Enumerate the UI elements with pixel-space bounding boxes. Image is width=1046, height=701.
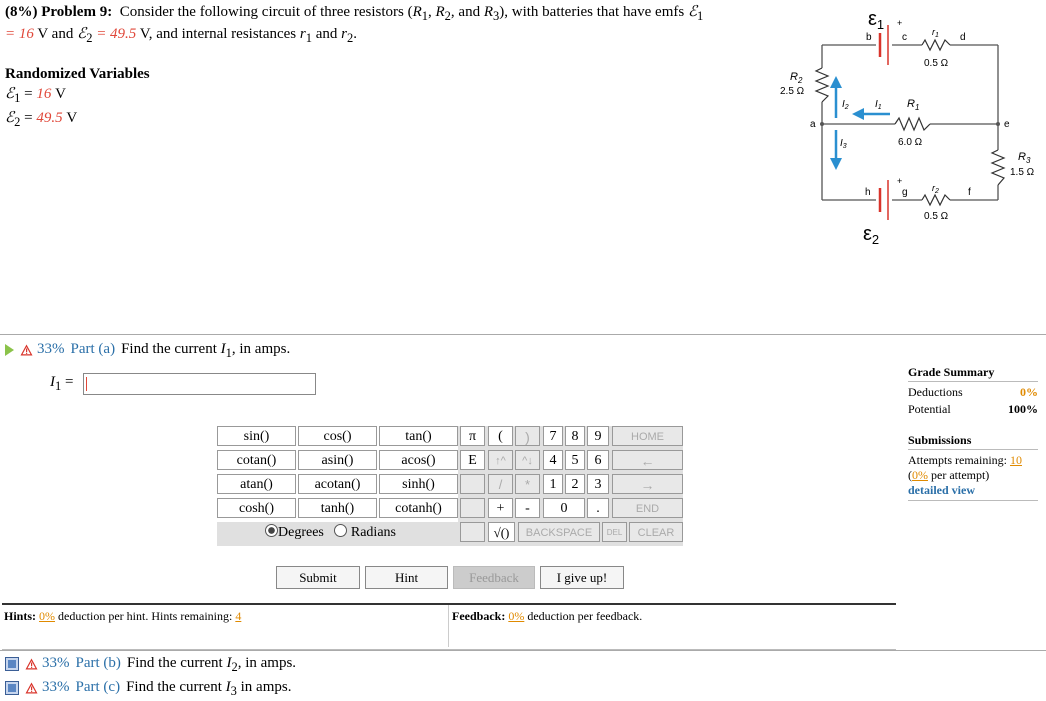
key-lparen[interactable]: ( — [488, 426, 513, 446]
deductions-value: 0% — [1020, 385, 1038, 399]
answer-label — [50, 374, 73, 394]
submissions-title: Submissions — [908, 433, 972, 447]
key-acotan[interactable]: acotan() — [298, 474, 377, 494]
node-c: c — [902, 32, 907, 43]
R1-label: $R_1$ — [907, 98, 920, 112]
emf2-label: $\varepsilon_2$ — [863, 223, 880, 247]
hints-separator — [448, 605, 449, 647]
var2-symbol: ℰ — [5, 110, 15, 126]
var2-unit: V — [66, 110, 78, 126]
r2-internal-resistor — [922, 195, 950, 205]
node-a: a — [810, 119, 816, 130]
r2-int-label: $r_2$ — [932, 183, 939, 195]
r1-int-value: 0.5 Ω — [924, 58, 949, 69]
feedback-info — [452, 609, 642, 624]
warning-icon — [20, 344, 33, 356]
part-b-var: I — [226, 655, 232, 671]
problem-title: Problem 9: — [41, 4, 113, 20]
var1-unit: V — [55, 86, 66, 102]
node-b: b — [866, 32, 872, 43]
hints-info — [4, 609, 241, 624]
key-sqrt[interactable]: √() — [488, 522, 515, 542]
key-blank-3 — [460, 522, 485, 542]
key-home[interactable]: HOME — [612, 426, 683, 446]
key-plus[interactable]: + — [488, 498, 513, 518]
emf1-value: = 16 — [5, 26, 34, 42]
key-cotanh[interactable]: cotanh() — [379, 498, 458, 518]
per-attempt-pct: 0% — [912, 468, 928, 482]
key-cotan[interactable]: cotan() — [217, 450, 296, 470]
arrow-I1 — [852, 108, 890, 120]
submit-button[interactable]: Submit — [276, 566, 360, 589]
key-cosh[interactable]: cosh() — [217, 498, 296, 518]
key-5[interactable]: 5 — [565, 450, 585, 470]
problem-percent: (8%) — [5, 4, 38, 20]
node-a-dot — [820, 122, 824, 126]
part-b-percent: 33% — [42, 655, 70, 671]
part-b-var-sub: 2 — [231, 660, 238, 674]
key-del[interactable]: DEL — [602, 522, 627, 542]
r1-internal-resistor — [922, 40, 950, 50]
R2-resistor — [816, 68, 828, 102]
attempts-value: 10 — [1009, 453, 1022, 467]
key-pi[interactable]: π — [460, 426, 485, 446]
key-end[interactable]: END — [612, 498, 683, 518]
warning-icon — [25, 658, 38, 670]
degrees-label: Degrees — [278, 525, 324, 540]
part-c-label: Part (c) — [75, 679, 121, 695]
detailed-view-link[interactable]: detailed view — [908, 483, 975, 497]
circuit-wires — [822, 45, 998, 200]
degrees-radio[interactable] — [265, 524, 278, 537]
warning-icon — [25, 682, 38, 694]
key-1[interactable]: 1 — [543, 474, 563, 494]
r1-symbol: R — [412, 4, 422, 20]
R3-value: 1.5 Ω — [1010, 167, 1035, 178]
hints-label: Hints: — [4, 609, 37, 623]
emf2-plus: + — [897, 176, 903, 186]
part-b-header[interactable] — [5, 655, 296, 675]
key-blank-2 — [460, 498, 485, 518]
section-divider — [0, 334, 1046, 335]
unit-v-and: V and — [37, 26, 74, 42]
arrow-I3 — [830, 130, 842, 170]
part-c-question: Find the current — [126, 679, 222, 695]
answer-var-sub: 1 — [55, 379, 62, 393]
ir-and: and — [315, 26, 338, 42]
R2-value: 2.5 Ω — [780, 86, 805, 97]
node-h: h — [865, 187, 871, 198]
part-c-tail: in amps. — [236, 679, 292, 695]
part-b-label: Part (b) — [75, 655, 121, 671]
r2-symbol: R — [435, 4, 445, 20]
problem-statement: (8%) Problem 9: Consider the following circuit of three resistors ($R_1$, $R_2$, and $R_3$), with batteries that have emfs ℰ$_1$ — [5, 4, 704, 23]
randomized-variables — [5, 64, 150, 132]
key-acos[interactable]: acos() — [379, 450, 458, 470]
var1-value: 16 — [36, 86, 52, 102]
var2-sub: 2 — [14, 115, 21, 129]
node-e-dot — [996, 122, 1000, 126]
collapsed-box-icon[interactable] — [5, 681, 19, 695]
R3-label: $R_3$ — [1018, 151, 1031, 165]
node-e: e — [1004, 119, 1010, 130]
key-2[interactable]: 2 — [565, 474, 585, 494]
R1-value: 6.0 Ω — [898, 137, 923, 148]
node-f: f — [968, 187, 971, 198]
calculator-keypad — [217, 426, 683, 548]
circuit-diagram — [770, 0, 1046, 250]
node-d: d — [960, 32, 966, 43]
key-decimal[interactable]: . — [587, 498, 609, 518]
part-a-header[interactable] — [5, 341, 290, 361]
radians-label: Radians — [350, 525, 396, 540]
key-backspace[interactable]: BACKSPACE — [518, 522, 600, 542]
hints-text: deduction per hint. Hints remaining: — [58, 609, 233, 623]
part-a-tail: , in amps. — [231, 341, 291, 357]
text-cursor — [86, 377, 87, 391]
collapsed-box-icon[interactable] — [5, 657, 19, 671]
key-minus[interactable]: - — [515, 498, 540, 518]
part-c-percent: 33% — [42, 679, 70, 695]
R2-label: $R_2$ — [790, 71, 803, 85]
deductions-label: Deductions — [908, 385, 963, 399]
key-6[interactable]: 6 — [587, 450, 609, 470]
key-rparen[interactable]: ) — [515, 426, 540, 446]
key-tan[interactable]: tan() — [379, 426, 458, 446]
part-b-tail: , in amps. — [237, 655, 297, 671]
part-b-question: Find the current — [126, 655, 223, 671]
grade-summary: Grade Summary Deductions 0% Potential 100% Submissions Attempts remaining: 10 (0% per attempt) detailed view — [908, 365, 1038, 501]
R3-resistor — [992, 150, 1004, 185]
part-a-var: I — [220, 341, 226, 357]
per-attempt-label: per attempt) — [931, 468, 990, 482]
r1-int-label: $r_1$ — [932, 27, 939, 39]
period: . — [353, 26, 357, 42]
key-0[interactable]: 0 — [543, 498, 585, 518]
key-multiply[interactable]: * — [515, 474, 540, 494]
text3: V, and internal resistances — [139, 26, 297, 42]
answer-var: I — [50, 374, 55, 390]
key-e[interactable]: E — [460, 450, 485, 470]
and: , and — [450, 4, 484, 20]
I2-label: $I_2$ — [842, 99, 849, 111]
expand-triangle-icon[interactable] — [5, 344, 14, 356]
var1-sub: 1 — [14, 91, 21, 105]
sep: , — [428, 4, 436, 20]
key-3[interactable]: 3 — [587, 474, 609, 494]
emf1-plus: + — [897, 18, 903, 28]
key-tanh[interactable]: tanh() — [298, 498, 377, 518]
key-down[interactable]: ^↓ — [515, 450, 540, 470]
I1-label: $I_1$ — [875, 99, 882, 111]
var1-symbol: ℰ — [5, 86, 15, 102]
answer-equals: = — [65, 374, 74, 390]
key-divide[interactable]: / — [488, 474, 513, 494]
grade-summary-title: Grade Summary — [908, 365, 995, 379]
randomized-heading: Randomized Variables — [5, 66, 150, 82]
hints-feedback-panel — [2, 603, 896, 650]
attempts-label: Attempts remaining: — [908, 453, 1007, 467]
var2-value: 49.5 — [36, 110, 63, 126]
key-blank-1 — [460, 474, 485, 494]
battery-emf2 — [880, 180, 888, 220]
part-c-var: I — [225, 679, 231, 695]
hints-pct: 0% — [39, 609, 56, 623]
R1-resistor — [895, 118, 930, 130]
key-8[interactable]: 8 — [565, 426, 585, 446]
emf2-symbol: ℰ — [77, 26, 87, 42]
problem-statement-line2: = 16 V and ℰ$_2$ = 49.5 V, and internal resistances $r_1$ and $r_2$. — [5, 26, 357, 45]
arrow-I2 — [830, 76, 842, 118]
key-9[interactable]: 9 — [587, 426, 609, 446]
key-cos[interactable]: cos() — [298, 426, 377, 446]
node-g: g — [902, 187, 908, 198]
ir1-symbol: r — [299, 26, 306, 42]
r2-int-value: 0.5 Ω — [924, 211, 949, 222]
text2: ), with batteries that have emfs — [499, 4, 688, 20]
radians-radio[interactable] — [334, 524, 347, 537]
part-a-label: Part (a) — [70, 341, 116, 357]
key-left[interactable]: ← — [612, 450, 683, 470]
parts-divider — [0, 650, 1046, 651]
emf1-symbol: ℰ — [687, 4, 698, 20]
key-sinh[interactable]: sinh() — [379, 474, 458, 494]
I3-label: $I_3$ — [840, 138, 847, 150]
feedback-pct: 0% — [508, 609, 525, 623]
answer-input[interactable] — [83, 373, 316, 395]
angle-mode — [265, 524, 396, 541]
hint-button[interactable]: Hint — [365, 566, 448, 589]
feedback-text: deduction per feedback. — [527, 609, 643, 623]
part-a-question: Find the current — [121, 341, 217, 357]
part-c-header[interactable] — [5, 679, 291, 699]
key-up[interactable]: ↑^ — [488, 450, 513, 470]
potential-value: 100% — [1008, 402, 1038, 416]
key-right[interactable]: → — [612, 474, 683, 494]
var1-eq: = — [20, 86, 37, 102]
key-asin[interactable]: asin() — [298, 450, 377, 470]
emf2-value: = 49.5 — [96, 26, 137, 42]
potential-label: Potential — [908, 402, 951, 416]
ir2-symbol: r — [341, 26, 347, 42]
part-a-var-sub: 1 — [225, 346, 232, 360]
part-a-percent: 33% — [37, 341, 65, 357]
key-4[interactable]: 4 — [543, 450, 563, 470]
key-7[interactable]: 7 — [543, 426, 563, 446]
key-clear[interactable]: CLEAR — [629, 522, 683, 542]
key-sin[interactable]: sin() — [217, 426, 296, 446]
hints-remaining: 4 — [235, 609, 242, 623]
feedback-button[interactable]: Feedback — [453, 566, 535, 589]
problem-text: Consider the following circuit of three resistors ( — [119, 4, 413, 20]
var2-eq: = — [20, 110, 37, 126]
emf1-label: $\varepsilon_1$ — [868, 8, 885, 32]
r3-symbol: R — [483, 4, 494, 20]
key-atan[interactable]: atan() — [217, 474, 296, 494]
feedback-label: Feedback: — [452, 609, 506, 623]
give-up-button[interactable]: I give up! — [540, 566, 624, 589]
part-c-var-sub: 3 — [230, 684, 237, 698]
